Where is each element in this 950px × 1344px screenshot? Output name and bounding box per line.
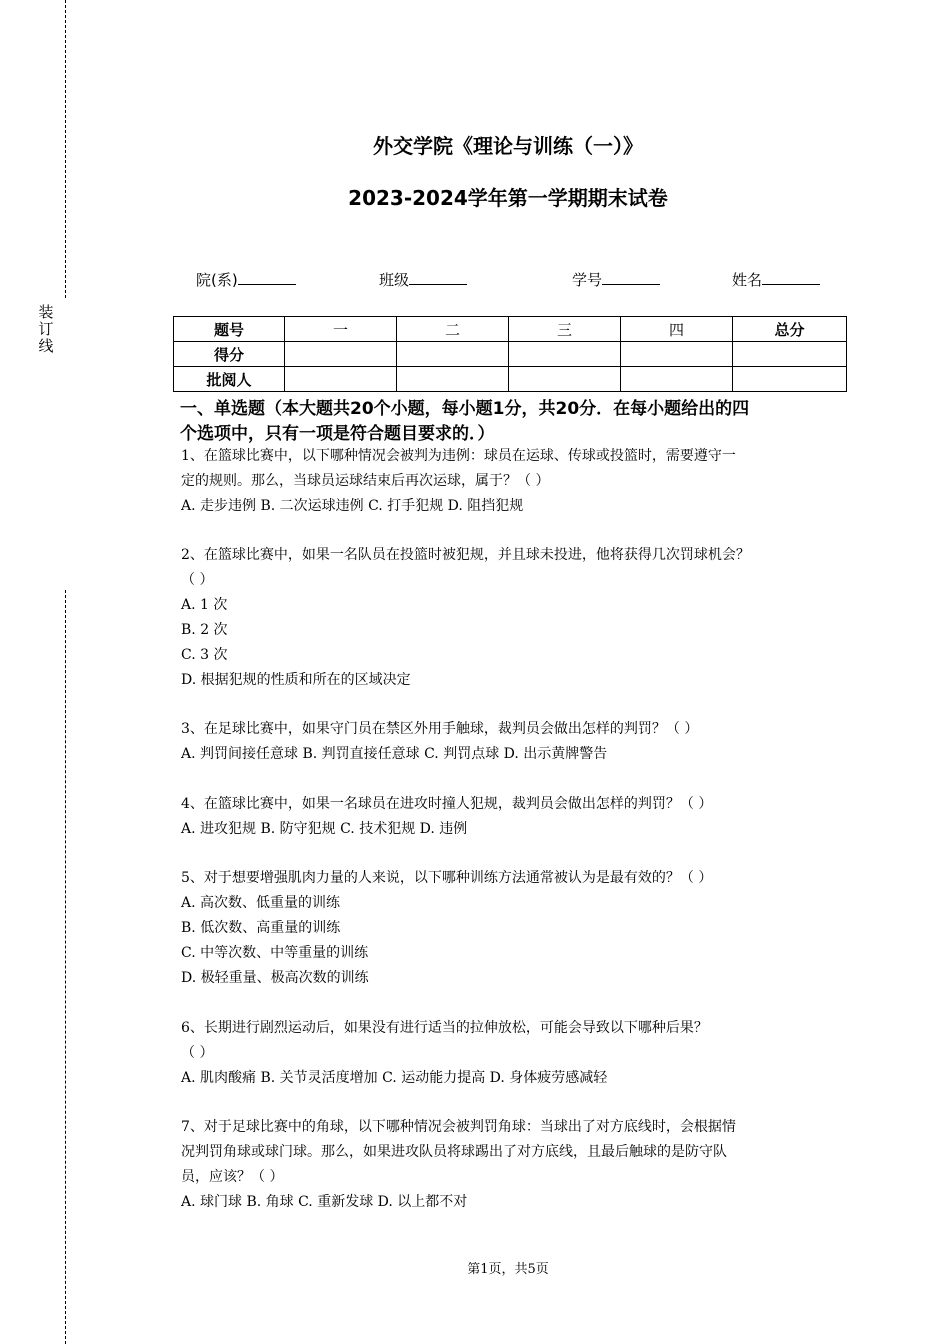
info-field-department	[196, 269, 296, 290]
info-field-label: 班级	[379, 271, 410, 289]
question-option: A. 1 次	[181, 597, 228, 613]
info-field-blank	[762, 269, 820, 285]
score-table-header-cell: 一	[285, 317, 397, 342]
score-table-cell	[397, 342, 509, 367]
score-table-header-cell: 题号	[174, 317, 285, 342]
question-text-line: 6、长期进行剧烈运动后，如果没有进行适当的拉伸放松，可能会导致以下哪种后果？	[181, 1020, 708, 1036]
score-table-cell	[621, 342, 733, 367]
info-field-label: 学号	[572, 271, 603, 289]
question-text-line: （ ）	[181, 1045, 214, 1061]
exam-title-line2: 2023-2024学年第一学期期末试卷	[348, 186, 668, 210]
question-text-line: 4、在篮球比赛中，如果一名球员在进攻时撞人犯规，裁判员会做出怎样的判罚？（ ）	[181, 796, 713, 812]
score-table-cell	[509, 367, 621, 392]
question-7	[181, 1115, 849, 1215]
question-1	[181, 444, 849, 519]
section-heading-line: 一、单选题（本大题共20个小题，每小题1分，共20分．在每小题给出的四	[180, 399, 750, 419]
question-6	[181, 1016, 849, 1091]
info-field-student-id	[572, 269, 660, 290]
question-4	[181, 792, 849, 842]
score-table	[173, 316, 847, 392]
question-option: D. 根据犯规的性质和所在的区域决定	[181, 672, 411, 688]
question-text-line: 况判罚角球或球门球。那么，如果进攻队员将球踢出了对方底线，且最后触球的是防守队	[181, 1144, 727, 1160]
question-option: A. 走步违例 B. 二次运球违例 C. 打手犯规 D. 阻挡犯规	[181, 498, 524, 514]
question-option: C. 中等次数、中等重量的训练	[181, 945, 369, 961]
score-table-cell	[285, 367, 397, 392]
student-info-row	[196, 269, 836, 291]
question-option: A. 高次数、低重量的训练	[181, 895, 341, 911]
question-option: C. 3 次	[181, 647, 228, 663]
question-text-line: 2、在篮球比赛中，如果一名队员在投篮时被犯规，并且球未投进，他将获得几次罚球机会？	[181, 547, 750, 563]
score-table-cell	[509, 342, 621, 367]
question-3	[181, 717, 849, 767]
question-option: A. 进攻犯规 B. 防守犯规 C. 技术犯规 D. 违例	[181, 821, 468, 837]
question-2	[181, 543, 849, 693]
score-table-cell	[733, 342, 847, 367]
binding-label-char: 订	[38, 320, 54, 338]
score-table-cell	[285, 342, 397, 367]
page-footer: 第1页，共5页	[467, 1262, 549, 1277]
score-table-row	[174, 367, 847, 392]
question-option: D. 极轻重量、极高次数的训练	[181, 970, 369, 986]
score-table-header-cell: 四	[621, 317, 733, 342]
question-option: A. 判罚间接任意球 B. 判罚直接任意球 C. 判罚点球 D. 出示黄牌警告	[181, 746, 608, 762]
question-text-line: 7、对于足球比赛中的角球，以下哪种情况会被判罚角球：当球出了对方底线时，会根据情	[181, 1119, 736, 1135]
question-text-line: 员，应该？（ ）	[181, 1169, 284, 1185]
question-text-line: 定的规则。那么，当球员运球结束后再次运球，属于？（ ）	[181, 473, 550, 489]
info-field-name	[732, 269, 820, 290]
score-table-row-label: 得分	[174, 342, 285, 367]
question-option: A. 球门球 B. 角球 C. 重新发球 D. 以上都不对	[181, 1194, 468, 1210]
info-field-blank	[238, 269, 296, 285]
section-heading-line: 个选项中，只有一项是符合题目要求的．）	[180, 424, 495, 444]
info-field-blank	[602, 269, 660, 285]
question-text-line: 5、对于想要增强肌肉力量的人来说，以下哪种训练方法通常被认为是最有效的？（ ）	[181, 870, 713, 886]
question-text-line: （ ）	[181, 572, 214, 588]
info-field-label: 姓名	[732, 271, 763, 289]
score-table-cell	[397, 367, 509, 392]
question-text-line: 3、在足球比赛中，如果守门员在禁区外用手触球，裁判员会做出怎样的判罚？（ ）	[181, 721, 699, 737]
binding-label	[38, 304, 54, 355]
score-table-header-cell: 总分	[733, 317, 847, 342]
score-table-row	[174, 342, 847, 367]
score-table-header-cell: 二	[397, 317, 509, 342]
question-text-line: 1、在篮球比赛中，以下哪种情况会被判为违例：球员在运球、传球或投篮时，需要遵守一	[181, 448, 736, 464]
exam-title-line1: 外交学院《理论与训练（一）》	[373, 134, 643, 158]
score-table-row-label: 批阅人	[174, 367, 285, 392]
score-table-cell	[621, 367, 733, 392]
score-table-header-row	[174, 317, 847, 342]
question-option: A. 肌肉酸痛 B. 关节灵活度增加 C. 运动能力提高 D. 身体疲劳感减轻	[181, 1070, 608, 1086]
binding-label-char: 线	[38, 337, 54, 355]
binding-line-bottom	[65, 590, 66, 1344]
info-field-class	[379, 269, 467, 290]
question-option: B. 2 次	[181, 622, 228, 638]
question-5	[181, 866, 849, 991]
info-field-label: 院(系)	[196, 271, 238, 289]
binding-label-char: 装	[38, 303, 54, 321]
section-heading	[180, 397, 840, 447]
score-table-cell	[733, 367, 847, 392]
score-table-header-cell: 三	[509, 317, 621, 342]
info-field-blank	[409, 269, 467, 285]
question-option: B. 低次数、高重量的训练	[181, 920, 341, 936]
